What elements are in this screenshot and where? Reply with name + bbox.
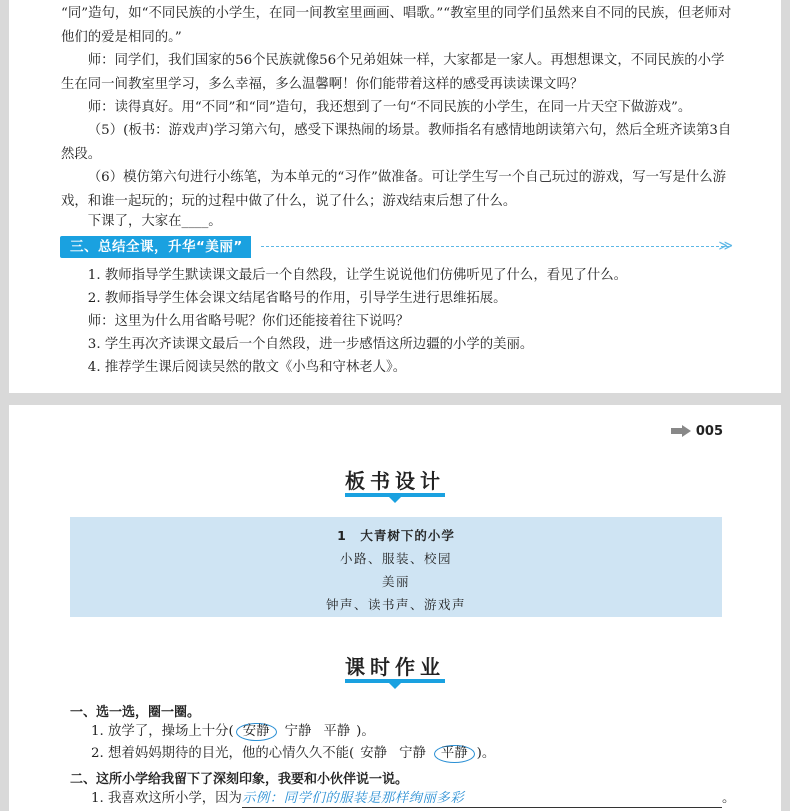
circled-option[interactable]: 平静 (434, 745, 475, 763)
arrow-right-icon (671, 425, 691, 437)
homework-heading: 课时作业 (345, 655, 445, 679)
double-chevron-icon: ≫ (718, 238, 733, 254)
section-divider (261, 246, 729, 247)
item-text: 2. 想着妈妈期待的目光，他的心情久久不能( (91, 746, 355, 761)
question-1-title: 一、选一选，圈一圈。 (70, 705, 201, 720)
option[interactable]: 宁静 (284, 724, 312, 739)
paragraph-fill-blank: 下课了，大家在____。 (87, 214, 222, 229)
paragraph-teacher-2: 师：读得真好。用“不同”和“同”造句，我还想到了一句“不同民族的小学生，在同一片天空下做游戏”。 (87, 100, 692, 115)
paragraph-teacher-1: 师：同学们，我们国家的56个民族就像56个兄弟姐妹一样，大家都是一家人。再想想课文，不同民族的小学生在同一间教室里学习，多么幸福，多么温馨啊！你们能带着这样的感受再读读课文吗？ (61, 53, 725, 92)
question-2-title: 二、这所小学给我留下了深刻印象，我要和小伙伴说一说。 (70, 772, 409, 787)
board-line-2: 美丽 (381, 574, 410, 589)
answer-blank[interactable] (242, 791, 722, 808)
sample-answer: 示例：同学们的服装是那样绚丽多彩 (241, 791, 465, 806)
board-line-1: 小路、服装、校园 (339, 551, 452, 566)
question-1-item-2 (91, 744, 495, 764)
heading-notch (389, 497, 401, 503)
circled-option[interactable]: 安静 (236, 723, 277, 741)
page-number: 005 (695, 424, 723, 439)
option[interactable]: 宁静 (399, 746, 426, 761)
option[interactable]: 安静 (360, 746, 388, 761)
page-top (9, 0, 781, 393)
blackboard-summary (70, 517, 722, 617)
board-title: 1 大青树下的小学 (337, 528, 455, 543)
option[interactable]: 平静 (323, 724, 351, 739)
item-text: )。 (476, 746, 496, 761)
question-2-item-1 (91, 789, 735, 809)
question-1-item-1 (91, 722, 375, 742)
board-line-3: 钟声、读书声、游戏声 (325, 597, 466, 612)
page-bottom (9, 405, 781, 811)
section-item-2: 2. 教师指导学生体会课文结尾省略号的作用，引导学生进行思维拓展。 (87, 291, 507, 306)
paragraph-step-6: （6）模仿第六句进行小练笔，为本单元的“习作”做准备。可让学生写一个自己玩过的游戏，写一写是什么游戏，和谁一起玩的；玩的过程中做了什么，说了什么；游戏结束后想了什么。 (61, 170, 726, 209)
item-text: 。 (721, 791, 736, 806)
section-item-4: 4. 推荐学生课后阅读吴然的散文《小鸟和守林老人》。 (87, 360, 407, 375)
item-text: 1. 我喜欢这所小学，因为 (91, 791, 242, 806)
section-banner: 三、总结全课，升华“美丽” (60, 236, 251, 258)
section-item-1: 1. 教师指导学生默读课文最后一个自然段，让学生说说他们仿佛听见了什么，看见了什么。 (87, 268, 628, 283)
board-design-heading: 板书设计 (345, 469, 445, 493)
item-text: )。 (356, 724, 375, 739)
heading-notch (389, 683, 401, 689)
item-text: 1. 放学了，操场上十分( (91, 724, 234, 739)
paragraph-step-5: （5）(板书：游戏声)学习第六句，感受下课热闹的场景。教师指名有感情地朗读第六句，然后全班齐读第3自然段。 (61, 123, 732, 162)
section-item-3: 3. 学生再次齐读课文最后一个自然段，进一步感悟这所边疆的小学的美丽。 (87, 337, 534, 352)
paragraph-example-sentence: “同”造句，如“不同民族的小学生，在同一间教室里画画、唱歌。”“教室里的同学们虽然来自不同的民族，但老师对他们的爱是相同的。” (61, 6, 732, 45)
section-item-teacher: 师：这里为什么用省略号呢？你们还能接着往下说吗？ (87, 314, 410, 329)
